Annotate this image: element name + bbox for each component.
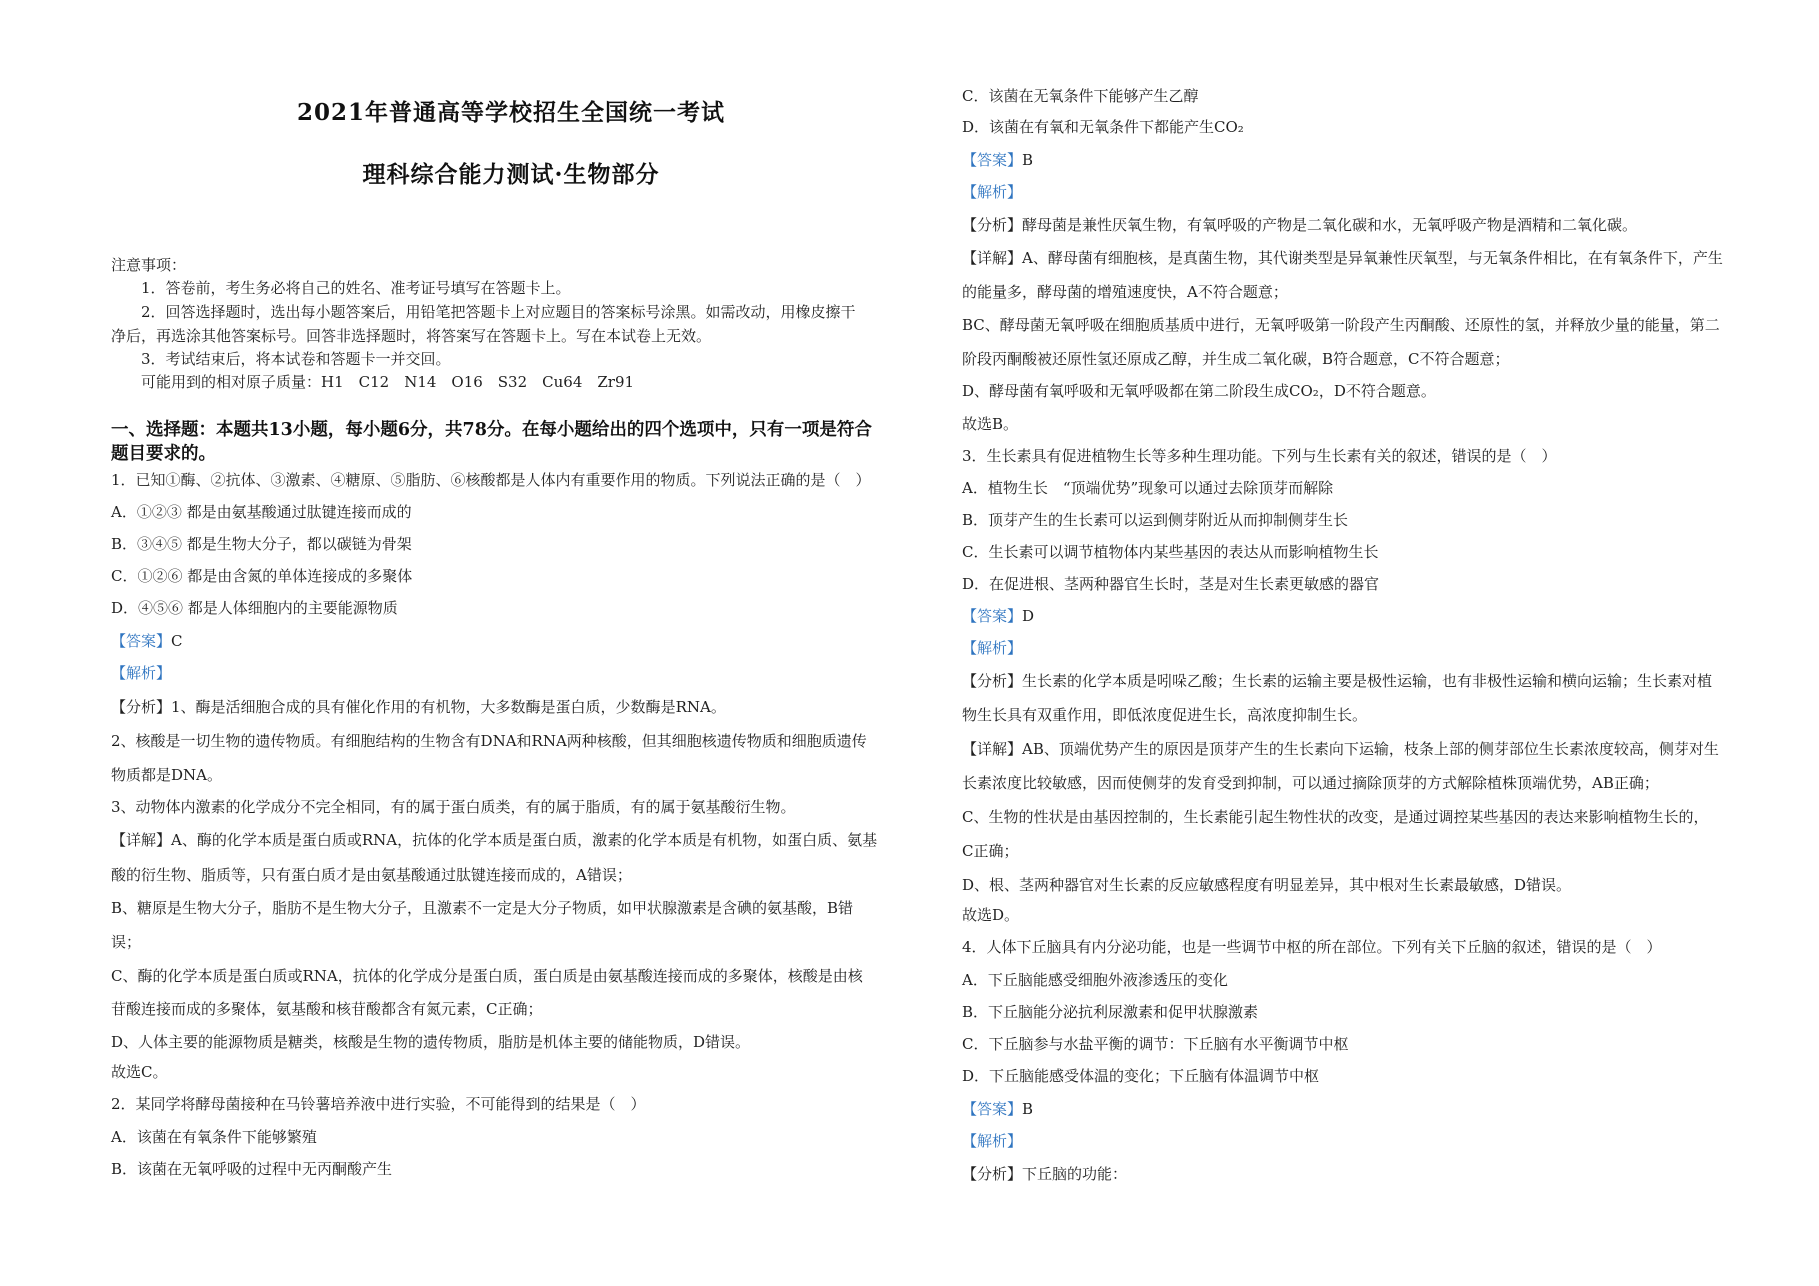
answer-value: B (1022, 1100, 1034, 1118)
fenxi-line (962, 215, 1765, 235)
xiangjie-text: 长素浓度比较敏感，因而使侧芽的发育受到抑制，可以通过摘除顶芽的方式解除植株顶端优势，AB正确； (962, 774, 1659, 792)
notice-item: 3．考试结束后，将本试卷和答题卡一并交回。 (141, 350, 451, 368)
question-option: B．该菌在无氧呼吸的过程中无丙酮酸产生 (111, 1160, 393, 1178)
question-stem: 2．某同学将酵母菌接种在马铃薯培养液中进行实验，不可能得到的结果是（ ） (111, 1095, 646, 1113)
fenxi-line (962, 671, 1765, 691)
analysis-line (111, 663, 911, 683)
question-option: A．该菌在有氧条件下能够繁殖 (111, 1128, 317, 1146)
analysis-line (962, 638, 1765, 658)
answer-tag: 【答案】 (962, 1100, 1023, 1118)
fenxi-text: 物生长具有双重作用，即低浓度促进生长，高浓度抑制生长。 (962, 706, 1368, 724)
question-option: A．植物生长 “顶端优势”现象可以通过去除顶芽而解除 (962, 479, 1334, 497)
answer-tag: 【答案】 (111, 632, 172, 650)
analysis-line (962, 182, 1765, 202)
xiangjie-text: 故选C。 (111, 1063, 168, 1081)
fenxi-tag: 【分析】 (962, 672, 1023, 690)
xiangjie-text: 阶段丙酮酸被还原性氢还原成乙醇，并生成二氧化碳，B符合题意，C不符合题意； (962, 350, 1510, 368)
fenxi-text: 酵母菌是兼性厌氧生物，有氧呼吸的产物是二氧化碳和水，无氧呼吸产物是酒精和二氧化碳。 (1022, 216, 1638, 234)
fenxi-tag: 【分析】 (111, 698, 172, 716)
notice-item: 可能用到的相对原子质量：H1 C12 N14 O16 S32 Cu64 Zr91 (141, 373, 635, 391)
question-option: A．①②③ 都是由氨基酸通过肽键连接而成的 (111, 503, 412, 521)
xiangjie-text: D、酵母菌有氧呼吸和无氧呼吸都在第二阶段生成CO₂，D不符合题意。 (962, 382, 1436, 400)
fenxi-line (962, 1164, 1765, 1184)
xiangjie-text: 酸的衍生物、脂质等，只有蛋白质才是由氨基酸通过肽键连接而成的，A错误； (111, 866, 632, 884)
question-option: B．顶芽产生的生长素可以运到侧芽附近从而抑制侧芽生长 (962, 511, 1349, 529)
section-heading: 一、选择题：本题共13小题，每小题6分，共78分。在每小题给出的四个选项中，只有一项是符合 (111, 420, 872, 440)
xiangjie-text: C、生物的性状是由基因控制的，生长素能引起生物性状的改变，是通过调控某些基因的表达来影响植物生长的， (962, 808, 1709, 826)
xiangjie-text: A、酶的化学本质是蛋白质或RNA，抗体的化学本质是蛋白质，激素的化学本质是有机物，如蛋白质、氨基 (171, 831, 878, 849)
fenxi-text: 3、动物体内激素的化学成分不完全相同，有的属于蛋白质类，有的属于脂质，有的属于氨基酸衍生物。 (111, 798, 796, 816)
xiangjie-text: BC、酵母菌无氧呼吸在细胞质基质中进行，无氧呼吸第一阶段产生丙酮酸、还原性的氢，并释放少量的能量，第二 (962, 316, 1720, 334)
fenxi-tag: 【分析】 (962, 216, 1023, 234)
page-title: 2021年普通高等学校招生全国统一考试 (296, 99, 725, 126)
answer-value: D (1022, 607, 1035, 625)
answer-value: B (1022, 151, 1034, 169)
question-stem: 4．人体下丘脑具有内分泌功能，也是一些调节中枢的所在部位。下列有关下丘脑的叙述，错误的是（ ） (962, 938, 1662, 956)
fenxi-text: 生长素的化学本质是吲哚乙酸；生长素的运输主要是极性运输，也有非极性运输和横向运输；生长素对植 (1022, 672, 1713, 690)
answer-line (962, 150, 1765, 170)
xiangjie-text: B、糖原是生物大分子，脂肪不是生物大分子，且激素不一定是大分子物质，如甲状腺激素是含碘的氨基酸，B错 (111, 899, 854, 917)
xiangjie-text: D、人体主要的能源物质是糖类，核酸是生物的遗传物质，脂肪是机体主要的储能物质，D错误。 (111, 1033, 751, 1051)
question-stem: 3．生长素具有促进植物生长等多种生理功能。下列与生长素有关的叙述，错误的是（ ） (962, 447, 1557, 465)
question-option: B．下丘脑能分泌抗利尿激素和促甲状腺激素 (962, 1003, 1259, 1021)
question-option: D．该菌在有氧和无氧条件下都能产生CO₂ (962, 118, 1244, 136)
fenxi-text: 下丘脑的功能： (1022, 1165, 1128, 1183)
answer-tag: 【答案】 (962, 607, 1023, 625)
answer-line (962, 606, 1765, 626)
notice-item: 2．回答选择题时，选出每小题答案后，用铅笔把答题卡上对应题目的答案标号涂黑。如需改动，用橡皮擦干 (141, 303, 856, 321)
analysis-tag: 【解析】 (111, 664, 172, 682)
xiangjie-text: C正确； (962, 842, 1019, 860)
notice-item: 1．答卷前，考生务必将自己的姓名、准考证号填写在答题卡上。 (141, 279, 571, 297)
answer-line (111, 631, 911, 651)
fenxi-text: 物质都是DNA。 (111, 766, 222, 784)
fenxi-line (111, 697, 911, 717)
question-option: A．下丘脑能感受细胞外液渗透压的变化 (962, 971, 1228, 989)
analysis-tag: 【解析】 (962, 639, 1023, 657)
question-option: B．③④⑤ 都是生物大分子，都以碳链为骨架 (111, 535, 412, 553)
analysis-tag: 【解析】 (962, 183, 1023, 201)
fenxi-tag: 【分析】 (962, 1165, 1023, 1183)
analysis-tag: 【解析】 (962, 1132, 1023, 1150)
xiangjie-text: AB、顶端优势产生的原因是顶芽产生的生长素向下运输，枝条上部的侧芽部位生长素浓度较高，侧芽对生 (1022, 740, 1719, 758)
analysis-line (962, 1131, 1765, 1151)
section-heading: 题目要求的。 (111, 444, 216, 464)
xiangjie-tag: 【详解】 (111, 831, 172, 849)
question-option: D．下丘脑能感受体温的变化；下丘脑有体温调节中枢 (962, 1067, 1320, 1085)
xiangjie-tag: 【详解】 (962, 740, 1023, 758)
question-option: C．①②⑥ 都是由含氮的单体连接成的多聚体 (111, 567, 413, 585)
xiangjie-text: D、根、茎两种器官对生长素的反应敏感程度有明显差异，其中根对生长素最敏感，D错误。 (962, 876, 1572, 894)
question-option: C．该菌在无氧条件下能够产生乙醇 (962, 87, 1199, 105)
notice-heading: 注意事项： (111, 256, 187, 274)
xiangjie-line (111, 830, 911, 850)
question-option: D．在促进根、茎两种器官生长时，茎是对生长素更敏感的器官 (962, 575, 1380, 593)
question-option: C．下丘脑参与水盐平衡的调节：下丘脑有水平衡调节中枢 (962, 1035, 1349, 1053)
fenxi-text: 1、酶是活细胞合成的具有催化作用的有机物，大多数酶是蛋白质，少数酶是RNA。 (171, 698, 726, 716)
answer-line (962, 1099, 1765, 1119)
question-stem: 1．已知①酶、②抗体、③激素、④糖原、⑤脂肪、⑥核酸都是人体内有重要作用的物质。下列说法正确的是（ ） (111, 471, 871, 489)
xiangjie-text: 的能量多，酵母菌的增殖速度快，A不符合题意； (962, 283, 1288, 301)
xiangjie-text: 苷酸连接而成的多聚体，氨基酸和核苷酸都含有氮元素，C正确； (111, 1000, 543, 1018)
notice-item: 净后，再选涂其他答案标号。回答非选择题时，将答案写在答题卡上。写在本试卷上无效。 (111, 327, 712, 345)
question-option: D．④⑤⑥ 都是人体细胞内的主要能源物质 (111, 599, 398, 617)
xiangjie-line (962, 739, 1765, 759)
xiangjie-text: A、酵母菌有细胞核，是真菌生物，其代谢类型是异氧兼性厌氧型，与无氧条件相比，在有氧条件下，产生 (1022, 249, 1723, 267)
answer-value: C (171, 632, 183, 650)
xiangjie-line (962, 248, 1765, 268)
page-subtitle: 理科综合能力测试·生物部分 (362, 161, 660, 188)
xiangjie-text: C、酶的化学本质是蛋白质或RNA，抗体的化学成分是蛋白质，蛋白质是由氨基酸连接而成的多聚体，核酸是由核 (111, 967, 863, 985)
xiangjie-text: 故选B。 (962, 415, 1019, 433)
xiangjie-tag: 【详解】 (962, 249, 1023, 267)
xiangjie-text: 故选D。 (962, 906, 1020, 924)
xiangjie-text: 误； (111, 933, 142, 951)
answer-tag: 【答案】 (962, 151, 1023, 169)
fenxi-text: 2、核酸是一切生物的遗传物质。有细胞结构的生物含有DNA和RNA两种核酸，但其细胞核遗传物质和细胞质遗传 (111, 732, 867, 750)
question-option: C．生长素可以调节植物体内某些基因的表达从而影响植物生长 (962, 543, 1379, 561)
